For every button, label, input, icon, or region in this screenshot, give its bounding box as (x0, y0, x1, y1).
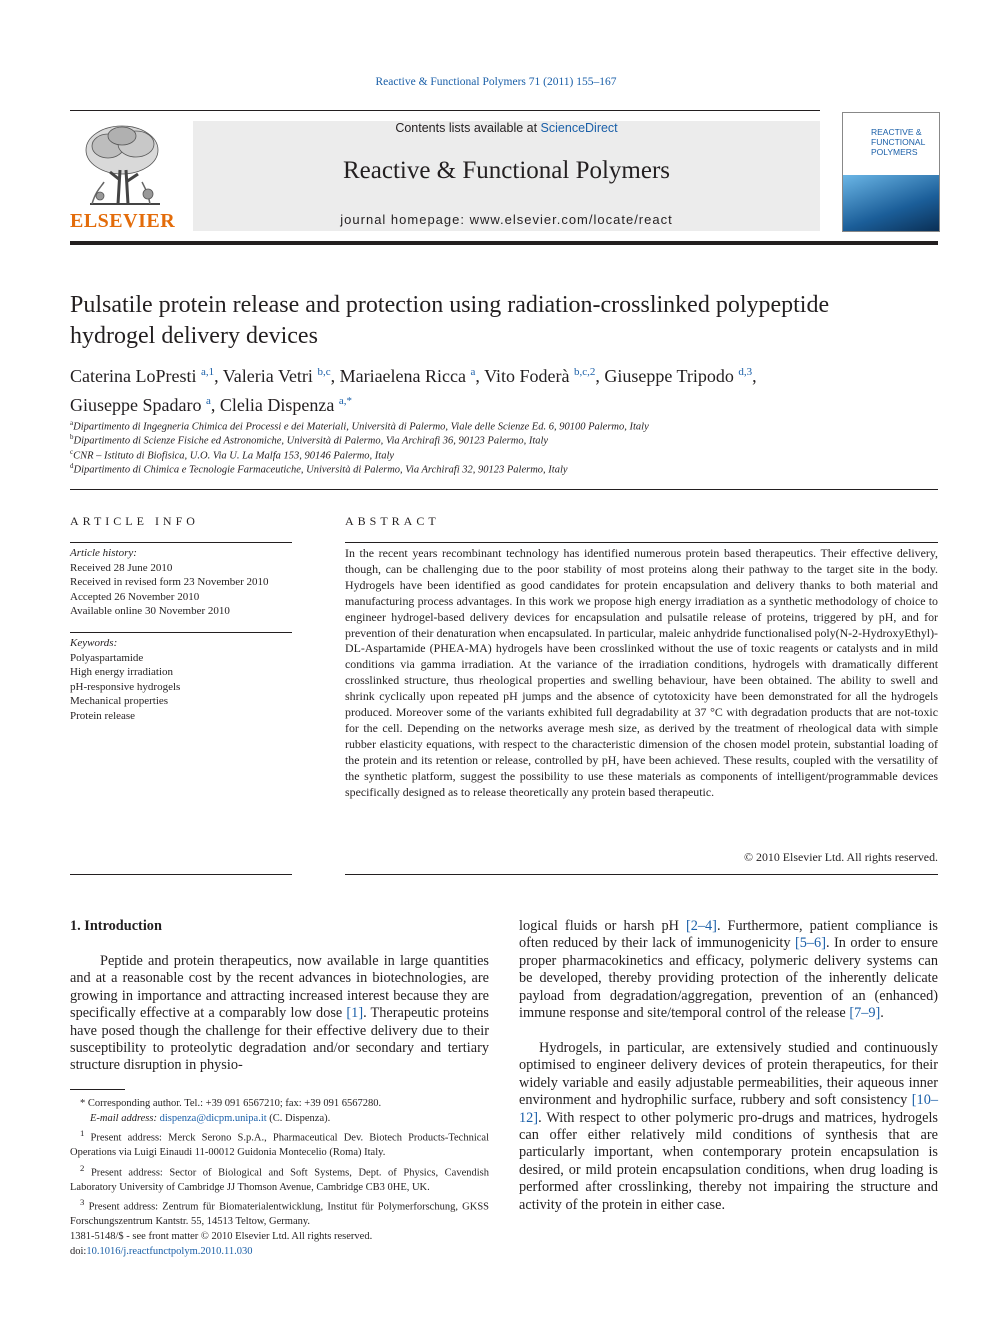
affiliation (70, 459, 938, 478)
affiliation-text: CNR – Istituto di Biofisica, U.O. Via U. La Malfa 153, 90146 Palermo, Italy (73, 450, 395, 462)
footnotes (70, 1097, 489, 1230)
keyword: pH-responsive hydrogels (70, 680, 181, 693)
author[interactable] (340, 366, 480, 386)
history-item: Available online 30 November 2010 (70, 605, 230, 617)
author-separator: , (475, 366, 480, 386)
reference-link[interactable]: [5–6] (794, 935, 826, 952)
header-divider (70, 110, 820, 111)
journal-title: Reactive & Functional Polymers (342, 157, 671, 184)
journal-citation[interactable]: Reactive & Functional Polymers 71 (2011) 155–167 (375, 76, 617, 88)
keyword: High energy irradiation (70, 666, 174, 678)
paragraph-text (519, 1040, 938, 1214)
reference-link[interactable]: [10–12] (519, 1092, 938, 1126)
article-title (70, 290, 938, 352)
author[interactable] (220, 395, 352, 415)
text-run: logical fluids or harsh pH (519, 918, 686, 934)
author-name: Clelia Dispenza (219, 395, 335, 415)
author[interactable] (70, 366, 219, 386)
author-separator: , (210, 395, 216, 415)
hydrogels-paragraph (519, 1040, 938, 1214)
abstract-text: In the recent years recombinant technology has identified numerous protein based therapeutics. Their effective delivery, though, can be challenging due to the poor stability of most proteins along their pathway to the target site in the body. Hydrogels have been identified as good candidates for protein encapsulation and delivery thanks to both material and manufacturing process advantages. In this work we propose high energy irradiation as a synthetic methodology of choice to engineer hydrogel-based delivery devices for encapsulation and pulsatile release of proteins, triggered by pH, and for prevention of their denaturation when encapsulated. In particular, maleic anhydride functionalised poly(N-2-HydroxyEthyl)-DL-Aspartamide (PHEA-MA) hydrogels have been crosslinked without the use of toxic reagents or catalysts and in mild conditions via gamma irradiation. At the variance of the irradiation conditions, hydrogels with dramatically different crosslinked structure, thus rheological properties and swelling behaviour, have been obtained. The ability to swell and shrink cyclically upon repeated pH jumps and the absence of cytotoxicity have been demonstrated for all the hydrogels produced. Moreover some of the variants exhibited full degradability at 37 °C with degradation products that are not-toxic for the cell. Depending on the networks average mesh size, as derived by the treatment of rheological data with simple rubber elasticity equations, with respect to the characteristic dimension of the chosen model protein, substantial loading of the protein and its retention or release, controlled by pH, have been achieved. These results, coupled with the versatility of the synthetic platform, suggest the possibility to use these materials as components of intelligent/programmable devices specifically designed as to release theoretically any protein based therapeutic. (345, 546, 938, 799)
contents-prefix: Contents lists available at (395, 121, 541, 135)
keywords-block (70, 636, 292, 723)
article-info-bottom-rule (70, 874, 292, 875)
contents-line (193, 121, 820, 135)
author-name: Caterina LoPresti (70, 366, 197, 386)
email-link[interactable]: dispenza@dicpm.unipa.it (159, 1112, 267, 1124)
affiliations-divider (70, 489, 938, 490)
text-run: . Furthermore, patient compliance is often reduced by their lack of immunogenicity (519, 918, 938, 952)
author-affil-marker[interactable]: b,c (317, 366, 331, 378)
author-separator: , (595, 366, 600, 386)
affiliation-text: Dipartimento di Chimica e Tecnologie Farmaceutiche, Università di Palermo, Via Archirafi 32, 90123 Palermo, Italy (73, 464, 568, 476)
text-run: Hydrogels, in particular, are extensively studied and continuously optimised to engineer delivery devices of protein therapeutics, for their widely variable and easily adjustable permeabilities, their aqueous inner environment and hydrophilic surface, rubbery and soft consistency (519, 1040, 938, 1109)
keyword: Protein release (70, 709, 136, 722)
affiliation-text: Dipartimento di Ingegneria Chimica dei Processi e dei Materiali, Università di Palermo, Viale delle Scienze Ed. 6, 90100 Palermo, Italy (73, 421, 649, 433)
issn-line: 1381-5148/$ - see front matter © 2010 Elsevier Ltd. All rights reserved. (70, 1231, 373, 1242)
footnote-text: Corresponding author. Tel.: +39 091 6567210; fax: +39 091 6567280. (87, 1098, 382, 1109)
cover-title (871, 127, 937, 157)
author-affil-marker[interactable]: d,3 (738, 366, 753, 378)
email-suffix: (C. Dispenza). (266, 1112, 331, 1124)
keywords-heading: Keywords: (70, 637, 118, 649)
text-run: . With respect to other polymeric pro-drugs and matrices, hydrogels can offer either relatively mild conditions of synthesis that are particularly important, when contemporary protein encapsulation is desired, or mild protein encapsulation conditions, when drug loading is performed after crosslinking, thereby not impairing the structure and activity of the protein in either case. (519, 1109, 938, 1213)
keyword: Polyaspartamide (70, 651, 144, 664)
cover-title-line: REACTIVE & (871, 127, 922, 137)
footnote-email (70, 1112, 489, 1127)
author[interactable] (604, 366, 756, 386)
author-separator: , (330, 366, 336, 386)
footnote-marker: 2 (80, 1162, 85, 1173)
keywords-divider (70, 632, 292, 633)
elsevier-wordmark: ELSEVIER (70, 210, 176, 232)
author-name: Vito Foderà (484, 366, 570, 386)
author-affil-marker[interactable]: a,1 (200, 366, 215, 378)
reference-link[interactable]: [7–9] (849, 1005, 881, 1022)
cover-image (843, 175, 939, 231)
article-info-divider (70, 542, 292, 543)
abstract-copyright: © 2010 Elsevier Ltd. All rights reserved. (744, 850, 938, 864)
article-info-heading: ARTICLE INFO (70, 514, 199, 528)
footnote-text: Present address: Sector of Biological and Soft Systems, Dept. of Physics, Cavendish Laboratory University of Cambridge JJ Thomson Avenue, Cambridge CB3 0HE, UK. (70, 1167, 489, 1193)
author-separator: , (214, 366, 219, 386)
reference-link[interactable]: [1] (346, 1005, 364, 1022)
affiliation-marker: d (70, 462, 74, 470)
paragraph-text (519, 918, 938, 1022)
keyword: Mechanical properties (70, 695, 169, 707)
author-name: Valeria Vetri (222, 366, 313, 386)
footnote (70, 1161, 489, 1196)
author-name: Giuseppe Spadaro (70, 395, 202, 415)
author-affil-marker[interactable]: a (470, 366, 476, 378)
article-history-heading: Article history: (70, 547, 137, 559)
abstract-divider (345, 542, 938, 543)
footnote-marker: 3 (80, 1197, 85, 1207)
text-run: . (880, 1005, 884, 1022)
doi-label: doi: (70, 1245, 87, 1257)
author[interactable] (70, 395, 215, 415)
article-title-line: hydrogel delivery devices (70, 323, 318, 349)
author-list (70, 360, 938, 418)
abstract-heading: ABSTRACT (345, 514, 440, 528)
header-thick-rule (70, 241, 938, 245)
elsevier-tree-icon (70, 120, 174, 210)
footnote-marker: 1 (80, 1128, 85, 1138)
journal-cover-thumbnail (842, 112, 940, 232)
author[interactable] (484, 366, 600, 386)
history-item: Received in revised form 23 November 2010 (70, 576, 269, 588)
author-affil-marker[interactable]: b,c,2 (573, 366, 596, 378)
abstract-bottom-rule (345, 874, 938, 875)
footnote (70, 1195, 489, 1230)
text-run: . In order to ensure proper pharmacokinetics and efficacy, polymeric delivery systems can be developed, thereby providing protection of the inherently delicate payload from degradation/aggregation, prevention of an (enhanced) immune response and site/temporal control of the release (519, 935, 938, 1022)
cover-title-line: FUNCTIONAL (871, 137, 926, 147)
text-run: . Therapeutic proteins have posed though the challenge for their effective delivery due to their susceptibility to proteolytic degradation and/or secondary and tertiary structure disruption in physio- (70, 1005, 489, 1074)
intro-paragraph (70, 953, 489, 1075)
intro-paragraph-continued (519, 918, 938, 1022)
affiliation-marker: b (70, 433, 74, 441)
doi-link[interactable]: 10.1016/j.reactfunctpolym.2010.11.030 (86, 1245, 253, 1257)
paragraph-text (70, 953, 489, 1075)
author-affil-marker[interactable]: a (205, 395, 211, 407)
author-name: Mariaelena Ricca (339, 366, 466, 386)
section-heading-introduction: 1. Introduction (70, 918, 162, 934)
affiliation-marker: c (70, 448, 74, 456)
sciencedirect-link[interactable]: ScienceDirect (540, 121, 618, 135)
footnote-corresponding: * Corresponding author. Tel.: +39 091 6567210; fax: +39 091 6567280. (80, 1098, 382, 1109)
text-run: Peptide and protein therapeutics, now available in large quantities and at a reasonable cost by the recent advances in biotechnologies, are growing in importance and attracting increased interest because they are specifically effective at a comparably low dose (70, 953, 489, 1022)
email-label: E-mail address: (90, 1112, 160, 1124)
affiliation-marker: a (70, 419, 74, 427)
footnote-text: Present address: Merck Serono S.p.A., Pharmaceutical Dev. Biotech Products-Technical Operations via Luigi Einaudi 11-00012 Guidonia Montecelio (Roma) Italy. (70, 1132, 489, 1158)
footnote-text: Present address: Zentrum für Biomaterialentwicklung, Institut für Polymerforschung, GKSS Forschungszentrum Kantstr. 55, 14513 Teltow, Germany. (70, 1201, 489, 1227)
author-affil-marker[interactable]: a,* (338, 395, 352, 407)
history-item: Accepted 26 November 2010 (70, 590, 200, 603)
footnote (70, 1126, 489, 1161)
journal-homepage[interactable]: journal homepage: www.elsevier.com/locate/react (340, 212, 673, 227)
doi-line (70, 1245, 372, 1260)
article-history (70, 546, 292, 619)
front-matter (70, 1230, 372, 1259)
author[interactable] (223, 366, 335, 386)
reference-link[interactable]: [2–4] (685, 918, 717, 934)
author-separator: , (752, 366, 757, 386)
article-title-line: Pulsatile protein release and protection using radiation-crosslinked polypeptide (70, 292, 830, 318)
history-item: Received 28 June 2010 (70, 561, 173, 574)
footnote-separator (70, 1089, 125, 1090)
author-name: Giuseppe Tripodo (604, 366, 734, 386)
cover-title-line: POLYMERS (871, 147, 918, 157)
elsevier-logo (70, 120, 174, 232)
affiliation-text: Dipartimento di Scienze Fisiche ed Astronomiche, Università di Palermo, Via Archirafi 36, 90123 Palermo, Italy (73, 435, 549, 447)
